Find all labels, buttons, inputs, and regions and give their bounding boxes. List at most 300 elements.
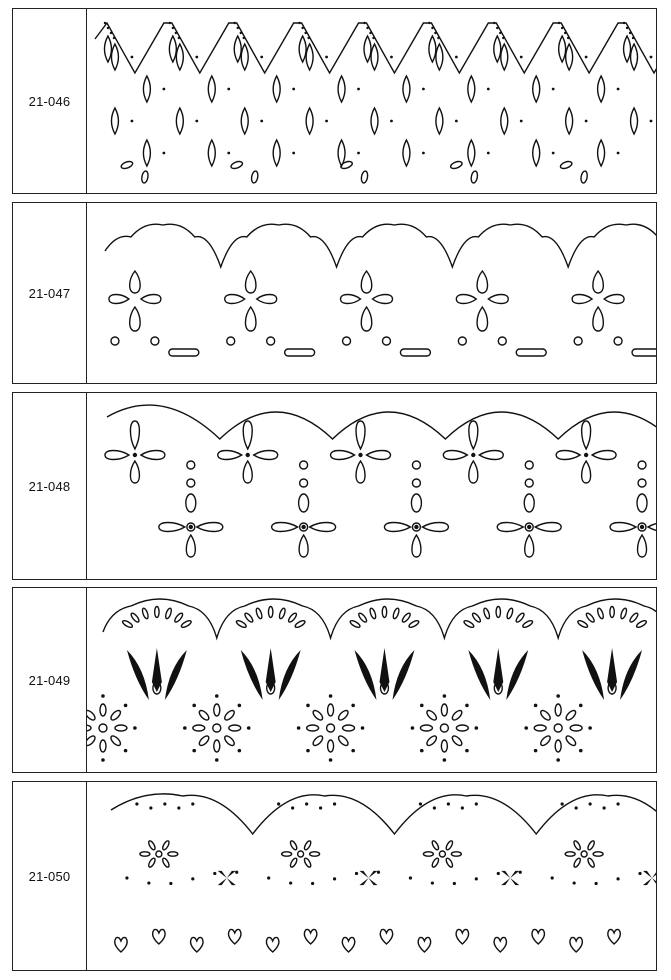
oval-eyelet <box>636 619 648 628</box>
eyelet-dot <box>595 882 598 885</box>
diamond-eyelet <box>624 36 631 62</box>
oval-eyelet <box>357 612 367 623</box>
eyelet-dot <box>422 88 425 91</box>
teardrop-eyelet <box>254 451 278 460</box>
teardrop-eyelet <box>525 535 534 557</box>
eyelet-dot <box>125 876 128 879</box>
oval-eyelet <box>425 709 438 722</box>
eyelet-dot <box>390 120 393 123</box>
eyelet-dot <box>626 27 628 29</box>
oval-eyelet <box>637 494 647 512</box>
diamond-eyelet <box>111 44 118 70</box>
panel-21-050 <box>12 781 657 971</box>
eyelet-dot <box>475 802 478 805</box>
eyelet-dot <box>475 877 478 880</box>
eyelet-dot <box>433 806 436 809</box>
round-eyelet <box>412 479 420 487</box>
eyelet-dot <box>602 806 605 809</box>
eyelet-dot <box>551 876 554 879</box>
pattern-code: 21-047 <box>28 285 71 301</box>
eyelet-dot <box>496 27 498 29</box>
teardrop-eyelet <box>456 295 476 304</box>
eyelet-dot <box>534 749 538 753</box>
oval-eyelet <box>573 840 582 851</box>
teardrop-eyelet <box>218 451 242 460</box>
oval-eyelet <box>425 734 438 747</box>
eyelet-dot <box>487 152 490 155</box>
oval-eyelet <box>555 740 561 752</box>
eyelet-dot <box>289 881 292 884</box>
diamond-eyelet <box>436 44 443 70</box>
teardrop-eyelet <box>130 271 140 293</box>
eyelet-dot <box>191 802 194 805</box>
oval-eyelet <box>244 612 254 623</box>
oval-eyelet <box>620 608 628 620</box>
diamond-eyelet <box>436 108 443 134</box>
pattern-code: 21-048 <box>28 478 71 494</box>
oval-eyelet <box>539 734 552 747</box>
teardrop-eyelet <box>367 451 391 460</box>
eyelet-dot <box>616 802 619 805</box>
eyelet-dot <box>291 806 294 809</box>
oval-eyelet <box>573 857 582 868</box>
slot-eyelet <box>169 349 199 356</box>
round-eyelet <box>187 479 195 487</box>
eyelet-dot <box>175 32 177 34</box>
eyelet-dot <box>499 32 501 34</box>
eyelet-dot <box>431 881 434 884</box>
eyelet-dot <box>357 152 360 155</box>
oval-eyelet <box>155 607 159 618</box>
oval-eyelet <box>343 725 355 731</box>
teardrop-eyelet <box>105 451 129 460</box>
eyelet-dot <box>585 120 588 123</box>
oval-eyelet <box>130 612 140 623</box>
eyelet-dot <box>461 806 464 809</box>
eyelet-dot <box>527 525 531 529</box>
eyelet-dot <box>131 120 134 123</box>
star-motif <box>652 878 656 885</box>
slot-eyelet <box>400 349 430 356</box>
oval-eyelet <box>340 160 353 170</box>
round-eyelet <box>187 461 195 469</box>
eyelet-dot <box>584 453 588 457</box>
oval-eyelet <box>408 619 420 628</box>
eyelet-dot <box>420 749 424 753</box>
eyelet-dot <box>162 152 165 155</box>
eyelet-dot <box>616 877 619 880</box>
eyelet-dot <box>390 56 393 59</box>
heart-eyelet <box>532 929 544 944</box>
eyelet-dot <box>428 22 430 24</box>
oval-eyelet <box>555 704 561 716</box>
eyelet-dot <box>169 22 171 24</box>
eyelet-dot <box>443 694 447 698</box>
oval-eyelet <box>109 734 122 747</box>
diamond-eyelet <box>598 76 605 102</box>
eyelet-dot <box>191 877 194 880</box>
eyelet-dot <box>246 453 250 457</box>
oval-eyelet <box>565 709 578 722</box>
diamond-eyelet <box>176 44 183 70</box>
oval-eyelet <box>471 612 481 623</box>
eyelet-dot <box>564 32 566 34</box>
oval-eyelet <box>299 494 309 512</box>
heart-eyelet <box>608 929 620 944</box>
diamond-eyelet <box>241 108 248 134</box>
eyelet-dot <box>519 871 522 874</box>
eyelet-dot <box>113 37 115 39</box>
panel-21-047 <box>12 202 657 384</box>
eyelet-dot <box>306 749 310 753</box>
oval-eyelet <box>565 852 575 856</box>
oval-eyelet <box>87 709 97 722</box>
round-eyelet <box>156 851 162 857</box>
eyelet-dot <box>497 872 500 875</box>
oval-eyelet <box>496 607 500 618</box>
round-eyelet <box>267 337 275 345</box>
teardrop-eyelet <box>141 295 161 304</box>
round-eyelet <box>525 479 533 487</box>
eyelet-dot <box>471 453 475 457</box>
teardrop-eyelet <box>469 421 478 449</box>
eyelet-dot <box>101 758 105 762</box>
pattern-art <box>87 203 656 383</box>
oval-eyelet <box>515 612 525 623</box>
diamond-eyelet <box>559 36 566 62</box>
diamond-eyelet <box>468 140 475 166</box>
eyelet-dot <box>493 22 495 24</box>
star-motif <box>369 878 378 885</box>
fan-leaf-rosette-border-illustration <box>87 588 656 772</box>
eyelet-dot <box>133 453 137 457</box>
star-motif <box>369 871 378 878</box>
eyelet-dot <box>260 120 263 123</box>
diamond-eyelet <box>169 36 176 62</box>
leaf-motif <box>506 650 528 700</box>
star-motif <box>652 871 656 878</box>
heart-eyelet <box>191 937 203 952</box>
oval-eyelet <box>587 857 596 868</box>
oval-eyelet <box>223 734 236 747</box>
teardrop-eyelet <box>610 523 636 532</box>
eyelet-dot <box>240 32 242 34</box>
eyelet-dot <box>305 802 308 805</box>
oval-eyelet <box>401 612 411 623</box>
oval-eyelet <box>255 608 263 620</box>
oval-eyelet <box>328 704 334 716</box>
eyelet-dot <box>238 704 242 708</box>
oval-eyelet <box>441 704 447 716</box>
oval-eyelet <box>423 852 433 856</box>
oval-eyelet <box>431 857 440 868</box>
round-eyelet <box>327 724 335 732</box>
oval-eyelet <box>337 734 350 747</box>
star-motif <box>359 871 368 878</box>
eyelet-dot <box>575 806 578 809</box>
eyelet-dot <box>632 37 634 39</box>
leaf-motif <box>582 650 604 700</box>
diamond-eyelet <box>234 36 241 62</box>
diamond-eyelet <box>143 140 150 166</box>
teardrop-eyelet <box>361 307 371 331</box>
oval-eyelet <box>223 709 236 722</box>
oval-eyelet <box>168 852 178 856</box>
diamond-eyelet <box>306 108 313 134</box>
oval-eyelet <box>122 619 134 628</box>
eyelet-dot <box>357 88 360 91</box>
eyelet-dot <box>437 37 439 39</box>
oval-eyelet <box>303 857 312 868</box>
teardrop-eyelet <box>604 295 624 304</box>
diamond-eyelet <box>501 44 508 70</box>
eyelet-dot <box>277 802 280 805</box>
oval-eyelet <box>310 852 320 856</box>
oval-eyelet <box>441 740 447 752</box>
eyelet-dot <box>443 758 447 762</box>
diamond-eyelet <box>494 36 501 62</box>
teardrop-eyelet <box>272 523 298 532</box>
oval-eyelet <box>587 840 596 851</box>
eyelet-dot <box>629 32 631 34</box>
eyelet-dot <box>260 56 263 59</box>
teardrop-eyelet <box>310 523 336 532</box>
teardrop-eyelet <box>243 421 252 449</box>
heart-eyelet <box>418 937 430 952</box>
eyelet-dot <box>556 758 560 762</box>
oval-eyelet <box>235 619 247 628</box>
oval-eyelet <box>141 608 149 620</box>
diamond-eyelet <box>631 44 638 70</box>
oval-eyelet <box>214 740 220 752</box>
teardrop-eyelet <box>479 451 503 460</box>
teardrop-eyelet <box>109 295 129 304</box>
oval-eyelet <box>392 608 400 620</box>
round-eyelet <box>525 461 533 469</box>
eyelet-dot <box>524 726 528 730</box>
eyelet-dot <box>447 802 450 805</box>
teardrop-eyelet <box>197 523 223 532</box>
teardrop-eyelet <box>361 271 371 293</box>
oval-eyelet <box>456 725 468 731</box>
round-eyelet <box>574 337 582 345</box>
eyelet-dot <box>589 802 592 805</box>
oval-eyelet <box>87 734 97 747</box>
eyelet-dot <box>247 726 251 730</box>
eyelet-dot <box>561 802 564 805</box>
round-eyelet <box>439 851 445 857</box>
eyelet-dot <box>351 749 355 753</box>
oval-eyelet <box>100 740 106 752</box>
star-motif <box>227 871 236 878</box>
oval-eyelet <box>451 734 464 747</box>
eyelet-dot <box>455 56 458 59</box>
eyelet-dot <box>107 27 109 29</box>
oval-eyelet <box>463 619 475 628</box>
wave-scallop-edge <box>111 794 656 834</box>
pattern-art <box>87 393 656 579</box>
leaf-motif <box>241 650 263 700</box>
eyelet-dot <box>292 88 295 91</box>
teardrop-eyelet <box>572 295 592 304</box>
oval-eyelet <box>560 160 573 170</box>
teardrop-eyelet <box>331 451 355 460</box>
label-cell <box>13 203 87 383</box>
oval-eyelet <box>198 734 211 747</box>
eyelet-dot <box>267 876 270 879</box>
diamond-eyelet <box>306 44 313 70</box>
teardrop-eyelet <box>592 451 616 460</box>
oval-eyelet <box>539 709 552 722</box>
diamond-eyelet <box>364 36 371 62</box>
oval-eyelet <box>431 840 440 851</box>
oval-eyelet <box>186 494 196 512</box>
pattern-code: 21-050 <box>28 868 71 884</box>
eyelet-dot <box>638 872 641 875</box>
eyelet-dot <box>178 37 180 39</box>
oval-eyelet <box>445 840 454 851</box>
diamond-eyelet <box>598 140 605 166</box>
oval-eyelet <box>483 608 491 620</box>
cross-eyelet-border-illustration <box>87 393 656 579</box>
eyelet-dot <box>588 726 592 730</box>
heart-eyelet <box>304 929 316 944</box>
stepped-scallop-edge <box>105 224 656 267</box>
round-eyelet <box>151 337 159 345</box>
oval-eyelet <box>312 709 325 722</box>
oval-eyelet <box>147 857 156 868</box>
eyelet-dot <box>169 882 172 885</box>
round-eyelet <box>213 724 221 732</box>
oval-eyelet <box>534 725 546 731</box>
eyelet-dot <box>238 749 242 753</box>
oval-eyelet <box>214 704 220 716</box>
round-eyelet <box>227 337 235 345</box>
round-eyelet <box>300 461 308 469</box>
eyelet-dot <box>215 758 219 762</box>
eyelet-dot <box>163 802 166 805</box>
oval-eyelet <box>282 852 292 856</box>
star-motif <box>643 878 652 885</box>
oval-eyelet <box>115 725 127 731</box>
eyelet-dot <box>585 56 588 59</box>
teardrop-eyelet <box>141 451 165 460</box>
teardrop-eyelet <box>356 461 365 483</box>
teardrop-eyelet <box>477 307 487 331</box>
eyelet-dot <box>319 806 322 809</box>
oval-eyelet <box>382 607 386 618</box>
round-eyelet <box>581 851 587 857</box>
teardrop-eyelet <box>556 451 580 460</box>
pattern-art <box>87 9 656 193</box>
eyelet-dot <box>243 37 245 39</box>
eyelet-dot <box>149 806 152 809</box>
eyelet-dot <box>298 22 300 24</box>
diamond-eyelet <box>468 76 475 102</box>
eyelet-dot <box>369 32 371 34</box>
eyelet-dot <box>434 32 436 34</box>
slot-eyelet <box>516 349 546 356</box>
oval-eyelet <box>165 608 173 620</box>
eyelet-dot <box>192 749 196 753</box>
eyelet-dot <box>487 88 490 91</box>
panel-21-049 <box>12 587 657 773</box>
eyelet-dot <box>361 726 365 730</box>
leaf-motif <box>279 650 301 700</box>
eyelet-dot <box>333 802 336 805</box>
diamond-eyelet <box>566 44 573 70</box>
eyelet-dot <box>351 704 355 708</box>
eyelet-dot <box>650 56 653 59</box>
diamond-eyelet <box>338 76 345 102</box>
heart-eyelet <box>380 929 392 944</box>
eyelet-dot <box>101 694 105 698</box>
eyelet-dot <box>124 704 128 708</box>
eyelet-dot <box>177 806 180 809</box>
teardrop-eyelet <box>245 271 255 293</box>
eyelet-dot <box>552 88 555 91</box>
round-eyelet <box>458 337 466 345</box>
leaf-motif <box>355 650 377 700</box>
eyelet-dot <box>617 88 620 91</box>
diamond-eyelet <box>273 76 280 102</box>
oval-eyelet <box>141 171 149 184</box>
teardrop-eyelet <box>372 295 392 304</box>
oval-eyelet <box>109 709 122 722</box>
teardrop-eyelet <box>582 461 591 483</box>
oval-eyelet <box>287 612 297 623</box>
panel-21-046 <box>12 8 657 194</box>
star-motif <box>510 878 519 885</box>
eyelet-dot <box>301 525 305 529</box>
diamond-eyelet <box>208 76 215 102</box>
eyelet-dot <box>355 872 358 875</box>
star-motif <box>218 878 227 885</box>
eyelet-dot <box>104 22 106 24</box>
diamond-eyelet <box>533 140 540 166</box>
star-motif <box>501 871 510 878</box>
pattern-art <box>87 782 656 970</box>
round-eyelet <box>412 461 420 469</box>
eyelet-dot <box>520 56 523 59</box>
oval-eyelet <box>180 619 192 628</box>
oval-eyelet <box>361 171 369 184</box>
teardrop-eyelet <box>412 535 421 557</box>
star-motif <box>510 871 519 878</box>
eyelet-dot <box>465 704 469 708</box>
teardrop-eyelet <box>497 523 523 532</box>
eyelet-dot <box>329 694 333 698</box>
eyelet-dot <box>237 27 239 29</box>
flower-heart-border-illustration <box>87 782 656 970</box>
heart-eyelet <box>494 937 506 952</box>
eyelet-dot <box>213 872 216 875</box>
eyelet-dot <box>307 37 309 39</box>
teardrop-eyelet <box>384 523 410 532</box>
oval-eyelet <box>450 160 463 170</box>
round-eyelet <box>440 724 448 732</box>
heart-eyelet <box>266 937 278 952</box>
teardrop-eyelet <box>341 295 361 304</box>
diamond-eyelet <box>429 36 436 62</box>
eyelet-dot <box>135 802 138 805</box>
diamond-eyelet <box>241 44 248 70</box>
round-eyelet <box>554 724 562 732</box>
eyelet-dot <box>195 120 198 123</box>
teardrop-eyelet <box>593 271 603 293</box>
heart-eyelet <box>570 937 582 952</box>
oval-eyelet <box>161 857 170 868</box>
